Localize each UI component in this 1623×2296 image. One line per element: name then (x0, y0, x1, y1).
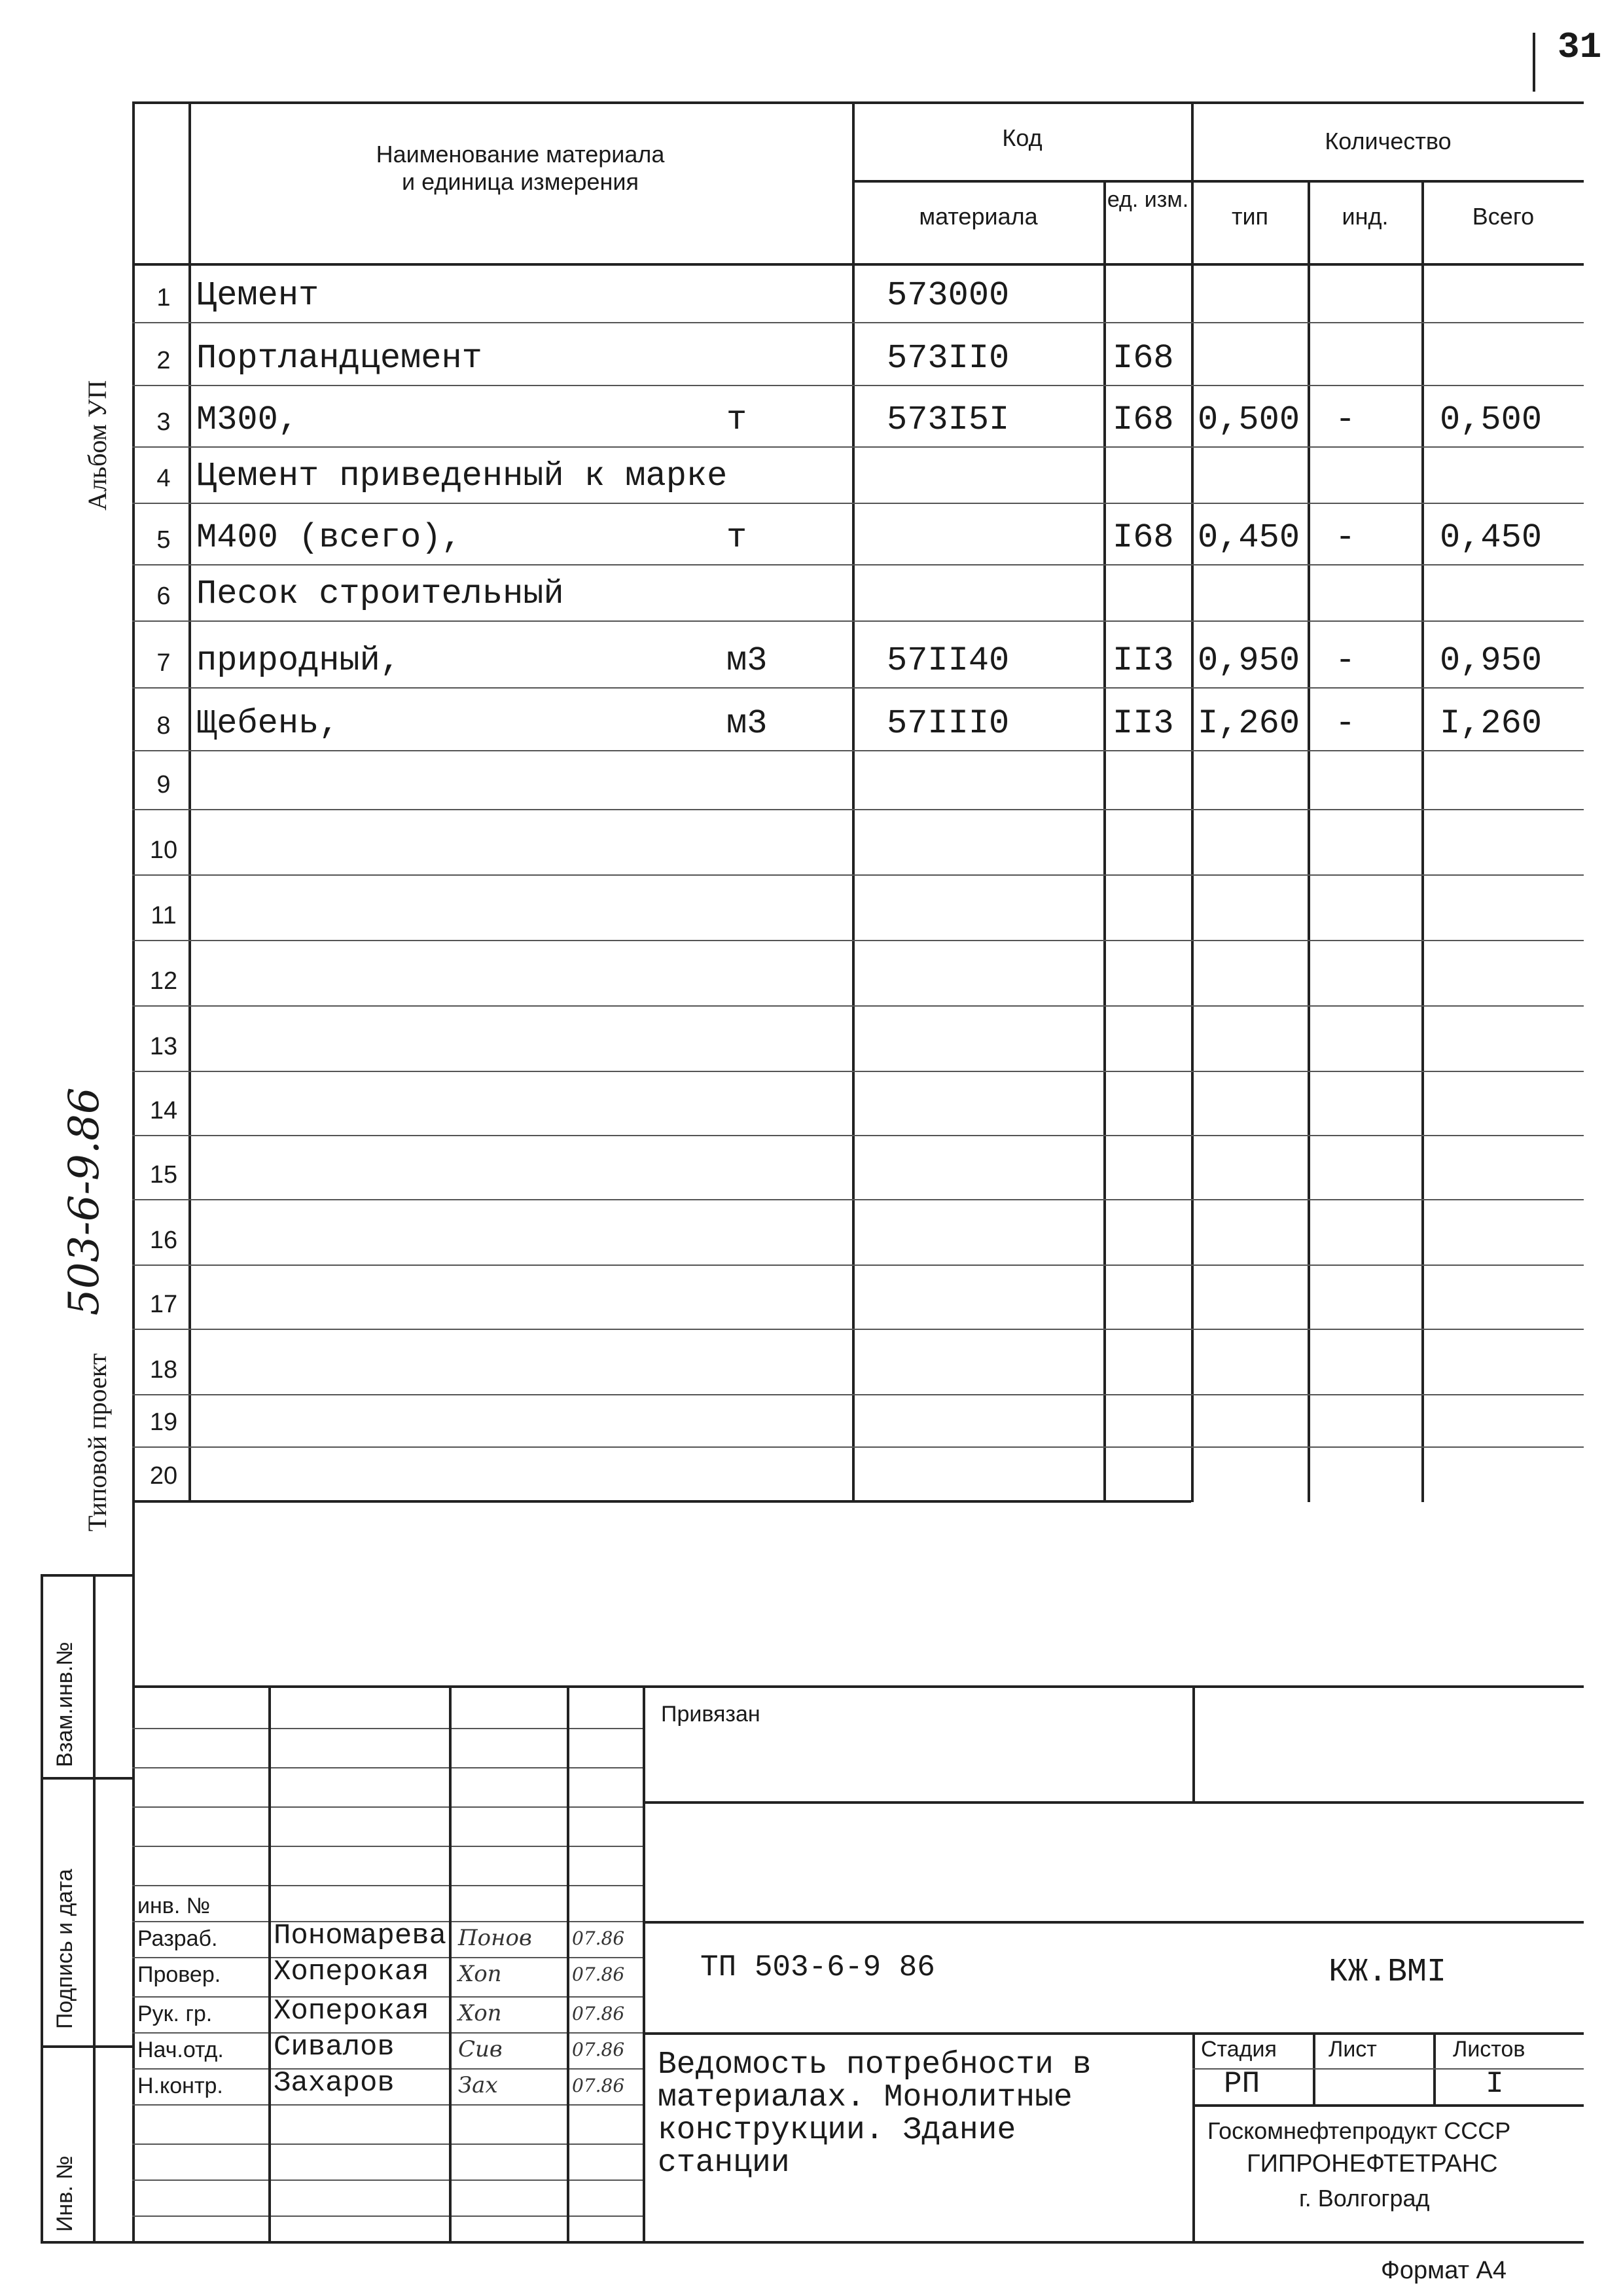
org-line-3: г. Волгоград (1299, 2185, 1430, 2212)
inv-no-label: инв. № (137, 1893, 211, 1918)
col-typ-divider (1308, 180, 1310, 1502)
role-date: 07.86 (572, 2075, 625, 2096)
doc-code-top (643, 1921, 1584, 1924)
stage-col-left (1192, 2032, 1195, 2241)
unit-code: II3 (1113, 704, 1174, 743)
row-number: 19 (149, 1408, 178, 1436)
row-divider (132, 1135, 1584, 1136)
sheets-label: Листов (1453, 2037, 1525, 2062)
role-signature: Зах (458, 2072, 498, 2098)
side-stamp-bottom (41, 2241, 134, 2244)
qty-total: 0,500 (1440, 401, 1543, 439)
stage-label: Стадия (1201, 2037, 1277, 2062)
row-divider (132, 1071, 1584, 1072)
side-stamp-mid (93, 1574, 96, 2244)
stamp-inv: Инв. № (52, 2155, 77, 2232)
row-number: 15 (149, 1161, 178, 1189)
row-number: 8 (156, 712, 171, 740)
roles-row-line (132, 2104, 643, 2106)
header-sub-line (852, 180, 1584, 183)
project-number: 503-6-9.86 (60, 1087, 109, 1316)
col-code-divider (1191, 101, 1194, 1502)
frame-left (132, 101, 135, 2244)
qty-typ: I,260 (1198, 704, 1300, 743)
role-date: 07.86 (572, 2003, 625, 2024)
frame-bottom (132, 2241, 1584, 2244)
role-name: Захаров (274, 2067, 395, 2100)
role-date: 07.86 (572, 1964, 625, 1985)
col-name-divider (852, 101, 855, 1502)
role-label: Разраб. (137, 1926, 218, 1951)
row-number: 6 (156, 583, 171, 610)
doc-code-bottom (643, 2032, 1584, 2035)
album-label: Альбом УП (82, 380, 112, 511)
sheet-label: Лист (1329, 2037, 1377, 2062)
role-name: Сивалов (274, 2031, 395, 2064)
material-code: 573II0 (887, 339, 1010, 378)
material-code: 57II40 (887, 641, 1010, 680)
format-label: Формат А4 (1381, 2257, 1507, 2284)
row-divider (132, 322, 1584, 323)
col-ed-divider (1103, 180, 1106, 1502)
qty-ind: - (1335, 401, 1356, 439)
roles-col-2 (449, 1685, 452, 2241)
material-unit: м3 (726, 704, 768, 743)
qty-total: 0,450 (1440, 518, 1543, 557)
row-number: 7 (156, 649, 171, 677)
roles-row-line (132, 1728, 643, 1729)
header-qty: Количество (1325, 128, 1452, 154)
material-code: 573000 (887, 276, 1010, 315)
roles-col-1 (268, 1685, 271, 2241)
role-name: Хоперокая (274, 1956, 429, 1988)
roles-row-line (132, 2179, 643, 2181)
sheet-code: КЖ.ВМI (1329, 1954, 1447, 1991)
header-code: Код (1002, 124, 1043, 151)
role-signature: Хоп (458, 1961, 502, 1987)
frame-top (132, 101, 1584, 104)
col-ind-divider (1421, 180, 1424, 1502)
row-divider (132, 385, 1584, 386)
stamp-vzam: Взам.инв.№ (52, 1641, 77, 1767)
row-number: 18 (149, 1356, 178, 1384)
material-name: Портландцемент (196, 339, 482, 378)
privyazan-bottom (643, 1801, 1584, 1804)
material-name: Цемент (196, 276, 319, 315)
material-code: 57III0 (887, 704, 1010, 743)
row-number: 2 (156, 347, 171, 374)
privyazan-label: Привязан (661, 1702, 760, 1727)
role-label: Н.контр. (137, 2073, 223, 2098)
row-divider (132, 446, 1584, 448)
material-name: Щебень, (196, 704, 340, 743)
side-stamp-top (41, 1574, 134, 1577)
role-signature: Хоп (458, 2000, 502, 2026)
roles-col-3 (567, 1685, 569, 2241)
row-divider (132, 1199, 1584, 1200)
qty-typ: 0,450 (1198, 518, 1300, 557)
material-name: природный, (196, 641, 401, 680)
qty-ind: - (1335, 704, 1356, 743)
material-name: Цемент приведенный к марке (196, 457, 728, 495)
side-stamp-div1 (41, 1777, 134, 1780)
table-bottom-line (132, 1500, 1191, 1503)
row-divider (132, 874, 1584, 876)
title-block-top (132, 1685, 1584, 1688)
row-divider (132, 687, 1584, 689)
qty-typ: 0,500 (1198, 401, 1300, 439)
row-number: 11 (151, 902, 177, 929)
unit-code: I68 (1113, 518, 1174, 557)
page-number-mark (1533, 33, 1535, 92)
role-signature: Сив (458, 2036, 503, 2062)
privyazan-right (1192, 1685, 1195, 1803)
header-qty-ind: инд. (1342, 203, 1389, 230)
role-signature: Понов (458, 1925, 532, 1951)
col-num-divider (188, 101, 191, 1502)
row-number: 16 (149, 1227, 178, 1254)
row-number: 3 (156, 408, 171, 436)
row-divider (132, 503, 1584, 504)
qty-ind: - (1335, 518, 1356, 557)
header-name: Наименование материала и единица измерения (376, 141, 665, 195)
page-number: 31 (1558, 26, 1602, 68)
unit-code: II3 (1113, 641, 1174, 680)
material-name: М400 (всего), (196, 518, 462, 557)
row-divider (132, 1005, 1584, 1007)
stage-value: РП (1224, 2067, 1260, 2101)
row-divider (132, 564, 1584, 565)
row-divider (132, 620, 1584, 622)
header-code-material: материала (919, 203, 1038, 230)
org-line-1: Госкомнефтепродукт СССР (1207, 2117, 1511, 2144)
role-label: Нач.отд. (137, 2037, 224, 2062)
role-date: 07.86 (572, 2039, 625, 2060)
row-number: 5 (156, 526, 171, 554)
row-divider (132, 1394, 1584, 1395)
material-unit: т (726, 401, 747, 439)
row-number: 17 (149, 1291, 178, 1318)
material-unit: м3 (726, 641, 768, 680)
header-qty-typ: тип (1231, 203, 1269, 230)
unit-code: I68 (1113, 339, 1174, 378)
org-line-2: ГИПРОНЕФТЕТРАНС (1247, 2150, 1498, 2178)
row-number: 9 (156, 771, 171, 798)
sheets-value: I (1486, 2067, 1504, 2101)
roles-row-line (132, 2144, 643, 2145)
material-name: М300, (196, 401, 299, 439)
roles-col-4 (643, 1685, 645, 2241)
row-number: 14 (149, 1097, 178, 1124)
qty-ind: - (1335, 641, 1356, 680)
header-bottom-line (132, 263, 1584, 266)
roles-row-line (132, 1806, 643, 1808)
roles-row-line (132, 1767, 643, 1768)
side-stamp-left (41, 1574, 43, 2244)
material-unit: т (726, 518, 747, 557)
row-number: 4 (156, 465, 171, 492)
unit-code: I68 (1113, 401, 1174, 439)
row-divider (132, 1265, 1584, 1266)
material-name: Песок строительный (196, 575, 564, 613)
qty-total: 0,950 (1440, 641, 1543, 680)
row-number: 20 (149, 1462, 178, 1490)
row-divider (132, 750, 1584, 751)
row-number: 12 (149, 967, 178, 995)
header-code-unit: ед. изм. (1107, 187, 1189, 212)
qty-typ: 0,950 (1198, 641, 1300, 680)
row-divider (132, 940, 1584, 941)
header-qty-total: Всего (1472, 203, 1535, 230)
side-stamp-div2 (41, 2045, 134, 2048)
qty-total: I,260 (1440, 704, 1543, 743)
role-name: Хоперокая (274, 1995, 429, 2028)
material-code: 573I5I (887, 401, 1010, 439)
row-divider (132, 1446, 1584, 1448)
doc-code: ТП 503-6-9 86 (700, 1950, 935, 1984)
row-number: 10 (149, 836, 178, 864)
doc-title: Ведомость потребности в материалах. Монолитные конструкции. Здание станции (658, 2047, 1092, 2181)
role-name: Пономарева (274, 1920, 447, 1952)
project-label: Типовой проект (82, 1353, 112, 1532)
role-date: 07.86 (572, 1928, 625, 1949)
stamp-podpis: Подпись и дата (52, 1869, 77, 2029)
row-divider (132, 1329, 1584, 1330)
role-label: Провер. (137, 1962, 221, 1987)
role-label: Рук. гр. (137, 2001, 213, 2026)
row-number: 1 (156, 284, 171, 312)
roles-row-line (132, 1846, 643, 1847)
roles-row-line (132, 2215, 643, 2217)
roles-row-line (132, 1885, 643, 1886)
row-divider (132, 809, 1584, 810)
stage-bottom (1192, 2104, 1584, 2107)
row-number: 13 (149, 1033, 178, 1060)
